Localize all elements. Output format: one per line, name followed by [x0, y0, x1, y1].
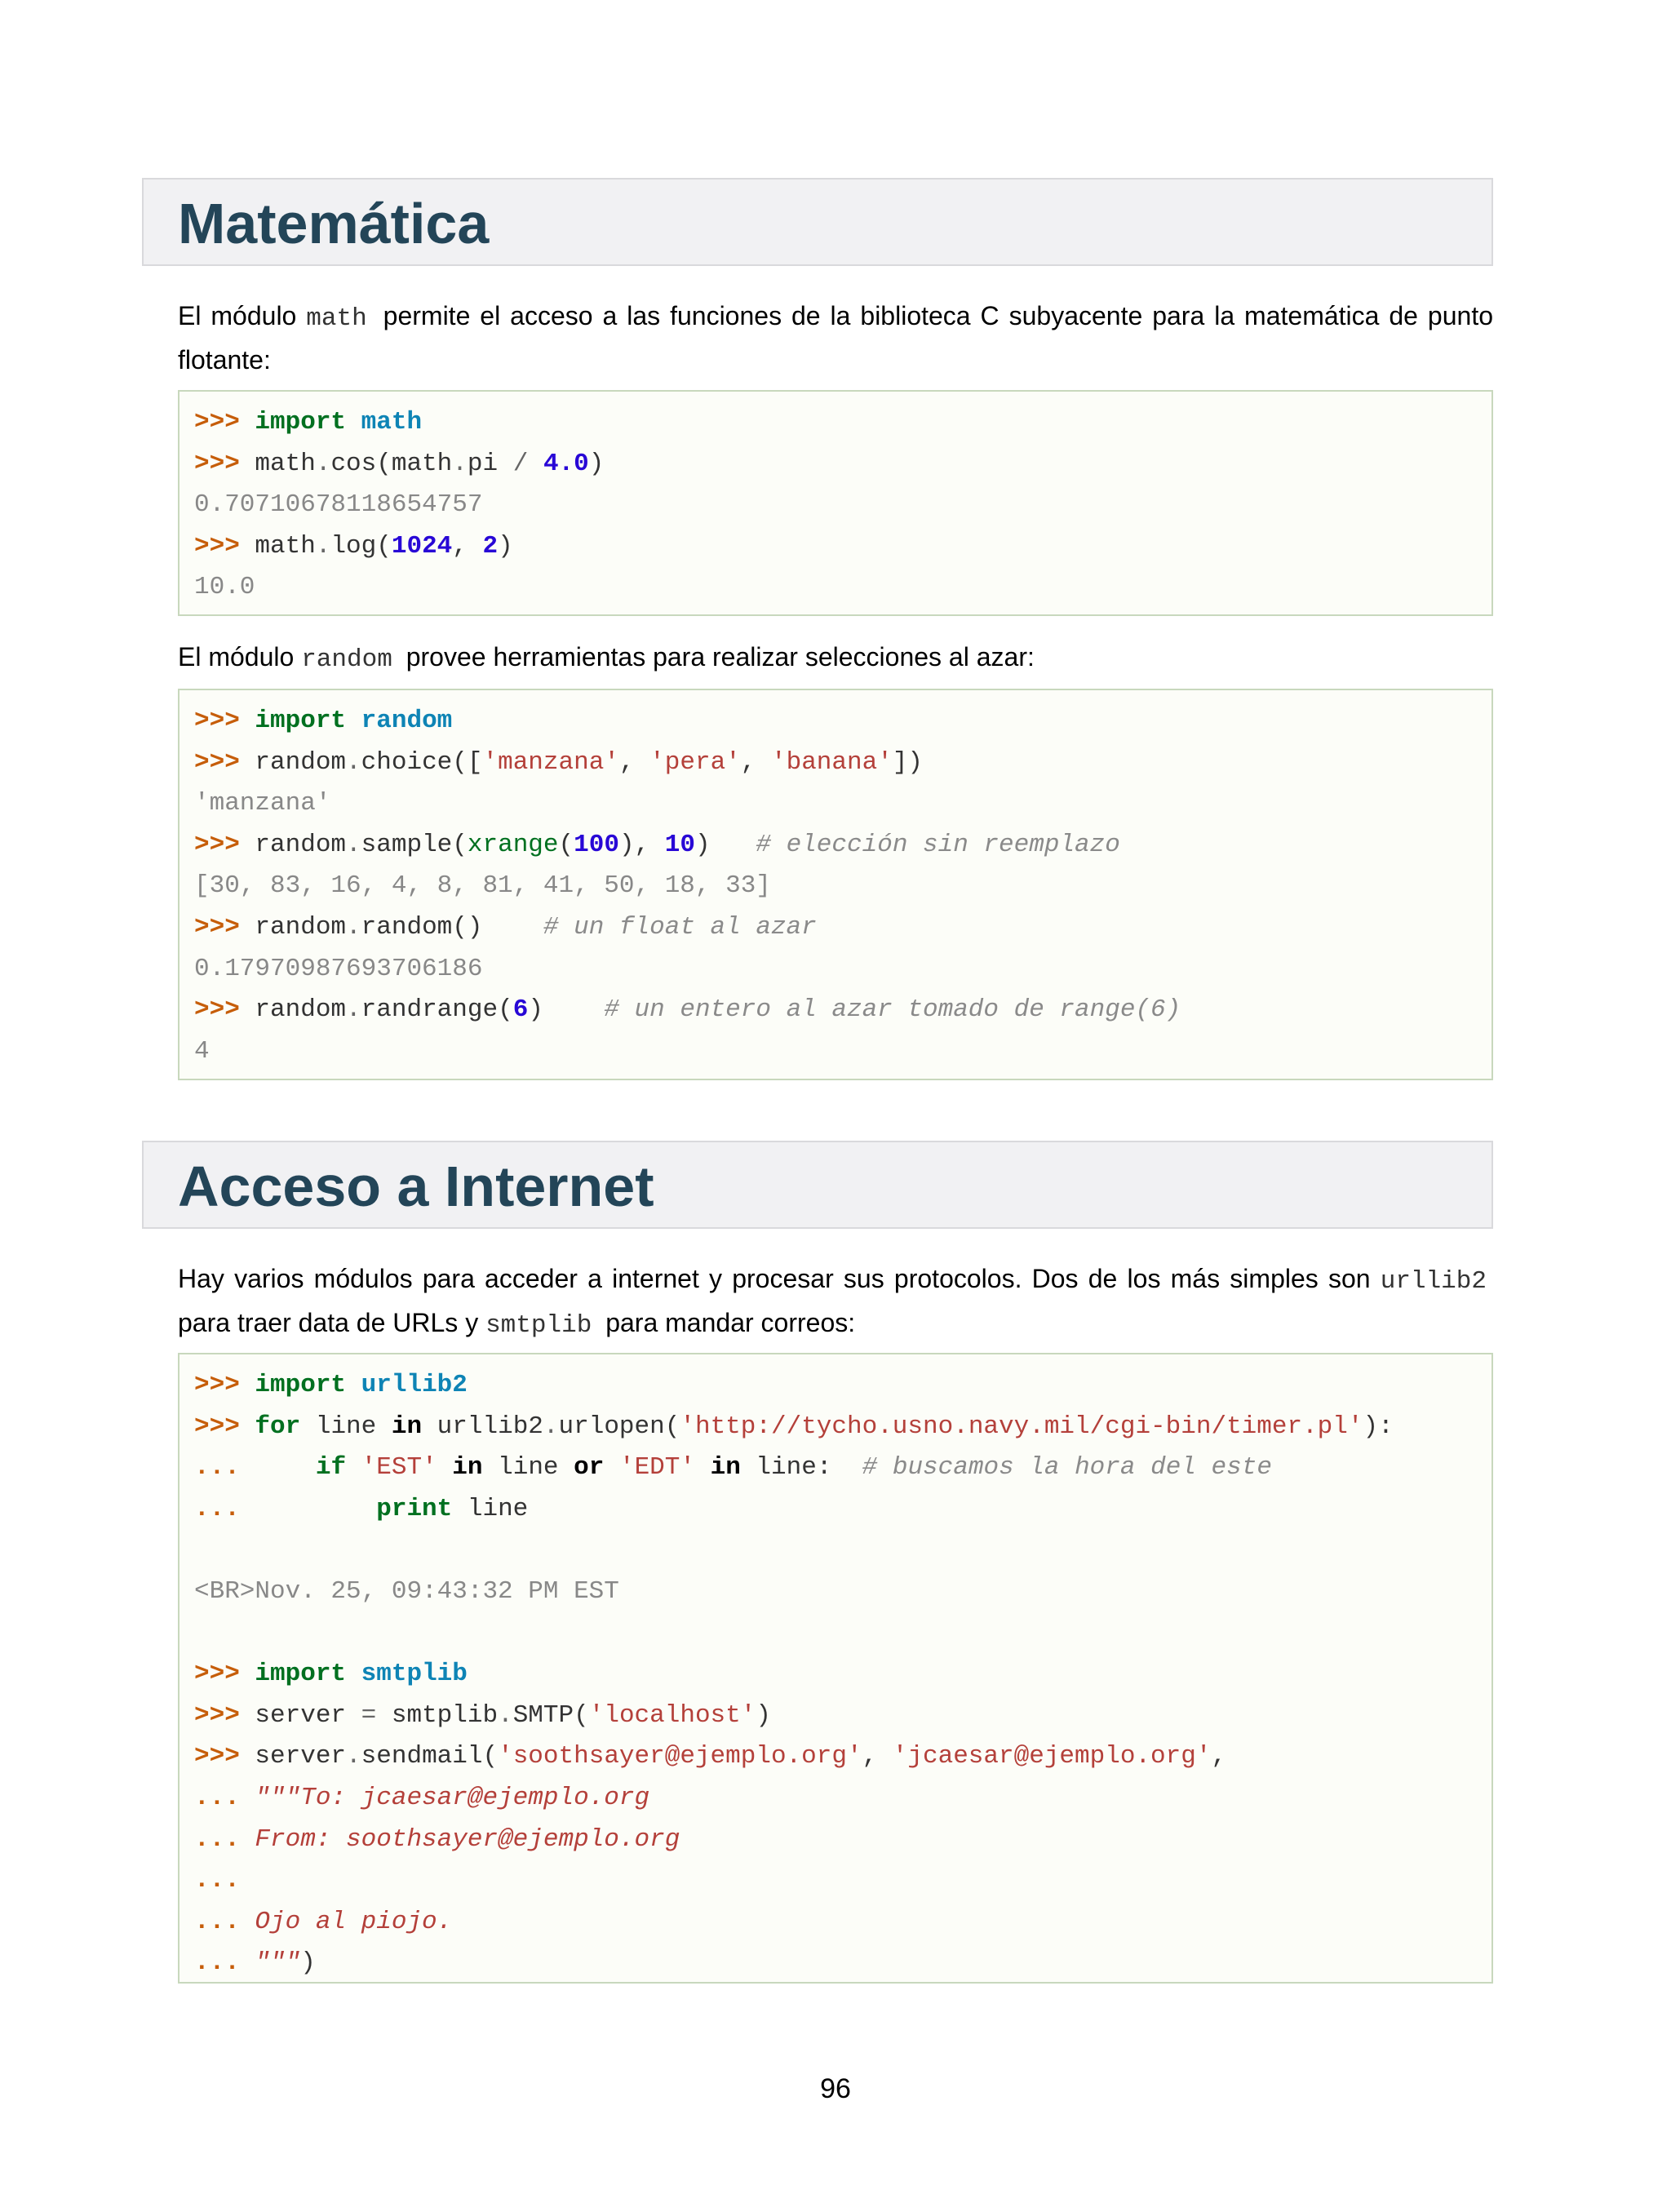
code-token: 'http://tycho.usno.navy.mil/cgi-bin/timer.pl' — [680, 1412, 1363, 1441]
code-token: ... — [194, 1907, 255, 1936]
code-token — [346, 707, 361, 735]
code-line — [194, 1447, 1491, 1489]
code-token: or — [574, 1453, 605, 1483]
code-token: = — [361, 1700, 377, 1730]
code-token: . — [543, 1412, 559, 1441]
code-token: ... — [194, 1866, 240, 1895]
code-token: # un entero al azar tomado de range(6) — [604, 995, 1181, 1025]
code-token: urlopen — [558, 1412, 665, 1441]
code-token: [30, 83, 16, 4, 8, 81, 41, 50, 18, 33] — [194, 871, 771, 901]
code-token: ( — [376, 449, 392, 478]
code-token — [528, 450, 543, 478]
code-token: >>> — [194, 1700, 255, 1730]
code-token: import — [255, 1660, 347, 1689]
code-token: 4.0 — [543, 449, 589, 478]
code-block-internet — [178, 1353, 1493, 1984]
code-token: import — [255, 1371, 347, 1399]
code-token: / — [512, 449, 529, 478]
code-token: 2 — [482, 531, 499, 561]
code-token: . — [346, 830, 361, 859]
code-token: >>> — [194, 747, 255, 777]
code-token: random — [361, 912, 453, 942]
code-line — [194, 1736, 1491, 1778]
code-line — [194, 1820, 1491, 1861]
code-token: in — [452, 1453, 483, 1483]
paragraph-text: Hay varios módulos para acceder a internet y procesar sus protocolos. Dos de los más simples son — [178, 1264, 1381, 1293]
code-token: From: soothsayer@ejemplo.org — [255, 1824, 680, 1854]
code-token: math — [391, 449, 453, 478]
code-token: 'localhost' — [588, 1700, 756, 1730]
code-token: smtplib — [361, 1660, 468, 1689]
code-token: 'soothsayer@ejemplo.org' — [498, 1742, 862, 1771]
code-token: ]) — [892, 747, 924, 777]
code-token: # un float al azar — [543, 912, 817, 942]
code-line — [194, 1031, 1491, 1073]
code-token: # elección sin reemplazo — [756, 830, 1120, 859]
code-token: , — [740, 747, 771, 777]
code-line — [194, 1571, 1491, 1613]
code-line — [194, 1407, 1491, 1448]
code-token: 100 — [574, 830, 619, 859]
code-token: 10.0 — [194, 573, 255, 602]
code-token: ): — [1363, 1412, 1394, 1441]
code-token — [695, 1453, 711, 1482]
code-line — [194, 907, 1491, 949]
code-line — [194, 990, 1491, 1031]
code-token: smtplib — [376, 1700, 499, 1730]
code-token — [346, 1660, 361, 1688]
code-token: ) — [588, 449, 605, 478]
code-token — [346, 1453, 361, 1482]
code-token: ) — [498, 531, 513, 561]
section-title-matematica: Matemática — [178, 192, 490, 255]
code-token — [437, 1453, 453, 1482]
code-token: 'EDT' — [618, 1453, 695, 1483]
code-token: >>> — [194, 1742, 255, 1771]
code-token: ... — [194, 1948, 255, 1978]
code-token: >>> — [194, 912, 255, 942]
code-line — [194, 866, 1491, 907]
code-token: 'manzana' — [482, 747, 619, 777]
code-token: ([ — [452, 747, 483, 777]
code-token: 'banana' — [771, 747, 893, 777]
code-token: ( — [558, 830, 574, 859]
paragraph-internet-intro — [178, 1258, 1493, 1346]
code-token: SMTP — [512, 1700, 574, 1730]
code-token: ... — [194, 1824, 255, 1854]
code-token: >>> — [194, 531, 255, 561]
code-line — [194, 526, 1491, 568]
code-token: . — [346, 912, 361, 942]
code-line — [194, 567, 1491, 609]
code-token: sendmail — [361, 1742, 483, 1771]
code-token: 'pera' — [649, 747, 741, 777]
code-block-random — [178, 689, 1493, 1080]
code-token: line — [482, 1453, 574, 1483]
code-line — [194, 1489, 1491, 1531]
code-token: . — [346, 995, 361, 1025]
code-token: >>> — [194, 449, 255, 478]
code-line — [194, 444, 1491, 485]
code-token: ( — [664, 1412, 680, 1441]
code-token: ) — [694, 830, 756, 859]
code-line — [194, 1778, 1491, 1820]
code-token: () — [452, 912, 543, 942]
code-line — [194, 1696, 1491, 1737]
code-token — [346, 408, 361, 437]
paragraph-text: El módulo — [178, 301, 307, 330]
code-token — [346, 1371, 361, 1399]
section-header-acceso-internet — [142, 1141, 1493, 1229]
paragraph-math-intro — [178, 295, 1493, 381]
paragraph-text: para traer data de URLs y — [178, 1308, 486, 1337]
code-token: ( — [482, 1742, 499, 1771]
code-token: for — [255, 1412, 301, 1441]
code-token: """ — [255, 1948, 301, 1978]
code-line — [194, 783, 1491, 825]
code-token — [255, 1453, 315, 1482]
code-token — [604, 1453, 619, 1482]
code-token: random — [255, 747, 347, 777]
code-token: random — [361, 707, 453, 735]
code-token: ... — [194, 1453, 255, 1483]
code-token: math — [255, 449, 316, 478]
section-header-matematica — [142, 178, 1493, 266]
code-token: 6 — [512, 995, 529, 1025]
code-line — [194, 402, 1491, 444]
code-token: >>> — [194, 830, 255, 859]
code-token: ( — [452, 830, 468, 859]
code-token: line: — [740, 1453, 862, 1483]
code-token: ( — [376, 531, 392, 561]
code-token: . — [452, 449, 468, 478]
code-token: in — [391, 1412, 423, 1441]
inline-code: smtplib — [485, 1311, 592, 1340]
code-token: ( — [574, 1700, 589, 1730]
code-token: 10 — [664, 830, 695, 859]
code-token: ( — [498, 995, 513, 1025]
code-token: print — [376, 1494, 453, 1523]
code-token: if — [315, 1453, 347, 1483]
code-token: 1024 — [391, 531, 453, 561]
code-token: . — [346, 747, 361, 777]
code-token: . — [315, 449, 331, 478]
code-token: log — [330, 531, 377, 561]
code-token: <BR>Nov. 25, 09:43:32 PM EST — [194, 1576, 619, 1606]
code-token: random — [255, 830, 347, 859]
code-token: 'manzana' — [194, 789, 331, 818]
code-token: . — [315, 531, 331, 561]
inline-code: math — [306, 304, 367, 333]
code-token: choice — [361, 747, 453, 777]
code-token: , — [862, 1742, 893, 1771]
inline-code: random — [301, 645, 392, 674]
code-token: >>> — [194, 1371, 255, 1399]
code-token: cos — [330, 449, 377, 478]
code-token: ... — [194, 1494, 255, 1523]
code-token: . — [346, 1742, 361, 1771]
code-line — [194, 701, 1491, 743]
code-token: >>> — [194, 1660, 255, 1689]
code-token: >>> — [194, 1412, 255, 1441]
code-token: ) — [756, 1700, 771, 1730]
code-token: pi — [467, 449, 513, 478]
code-line — [194, 1943, 1491, 1984]
paragraph-random-intro — [178, 636, 1493, 680]
code-token: # buscamos la hora del este — [862, 1453, 1272, 1483]
code-token: math — [255, 531, 316, 561]
code-line — [194, 1654, 1491, 1696]
code-token: 4 — [194, 1036, 210, 1066]
code-line — [194, 1860, 1491, 1902]
code-block-math — [178, 390, 1493, 616]
code-token: , — [1211, 1742, 1227, 1771]
code-line — [194, 1365, 1491, 1407]
code-token: server — [255, 1700, 361, 1730]
code-token: random — [255, 912, 347, 942]
code-token: math — [361, 408, 423, 437]
paragraph-text: provee herramientas para realizar selecciones al azar: — [398, 642, 1035, 672]
code-token: ), — [618, 830, 665, 859]
code-token: in — [710, 1453, 741, 1483]
paragraph-text: para mandar correos: — [598, 1308, 856, 1337]
code-token: >>> — [194, 995, 255, 1025]
code-line — [194, 1902, 1491, 1944]
code-token: import — [255, 408, 347, 437]
code-token: sample — [361, 830, 453, 859]
code-token: , — [452, 531, 483, 561]
code-token: randrange — [361, 995, 499, 1025]
code-line — [194, 1530, 1491, 1571]
code-token: ) — [528, 995, 605, 1025]
page-number: 96 — [820, 2073, 851, 2104]
code-line — [194, 1613, 1491, 1655]
code-token: ... — [194, 1783, 255, 1812]
code-token: Ojo al piojo. — [255, 1907, 453, 1936]
paragraph-text: permite el acceso a las funciones de la biblioteca C subyacente para la matemática de punto flotante: — [178, 301, 1494, 375]
code-token: >>> — [194, 408, 255, 437]
code-line — [194, 743, 1491, 784]
code-token: ) — [300, 1948, 316, 1978]
code-token: line — [452, 1494, 529, 1523]
code-token: random — [255, 995, 347, 1025]
code-token: import — [255, 707, 347, 735]
inline-code: urllib2 — [1380, 1267, 1487, 1296]
code-token: . — [498, 1700, 513, 1730]
code-token: 'jcaesar@ejemplo.org' — [892, 1742, 1212, 1771]
code-token: urllib2 — [422, 1412, 543, 1441]
code-line — [194, 949, 1491, 991]
code-line — [194, 485, 1491, 526]
code-token: line — [300, 1412, 392, 1441]
code-token: server — [255, 1742, 347, 1771]
section-title-acceso-internet: Acceso a Internet — [178, 1155, 654, 1218]
code-token: 0.70710678118654757 — [194, 490, 483, 520]
code-token: 0.17970987693706186 — [194, 954, 483, 983]
code-token: urllib2 — [361, 1371, 468, 1399]
code-token: , — [618, 747, 650, 777]
paragraph-text: El módulo — [178, 642, 302, 672]
code-line — [194, 825, 1491, 867]
code-token: """To: jcaesar@ejemplo.org — [255, 1783, 650, 1812]
code-token: 'EST' — [361, 1453, 437, 1483]
code-token: >>> — [194, 707, 255, 735]
code-token: xrange — [467, 830, 559, 859]
code-token — [255, 1495, 376, 1523]
